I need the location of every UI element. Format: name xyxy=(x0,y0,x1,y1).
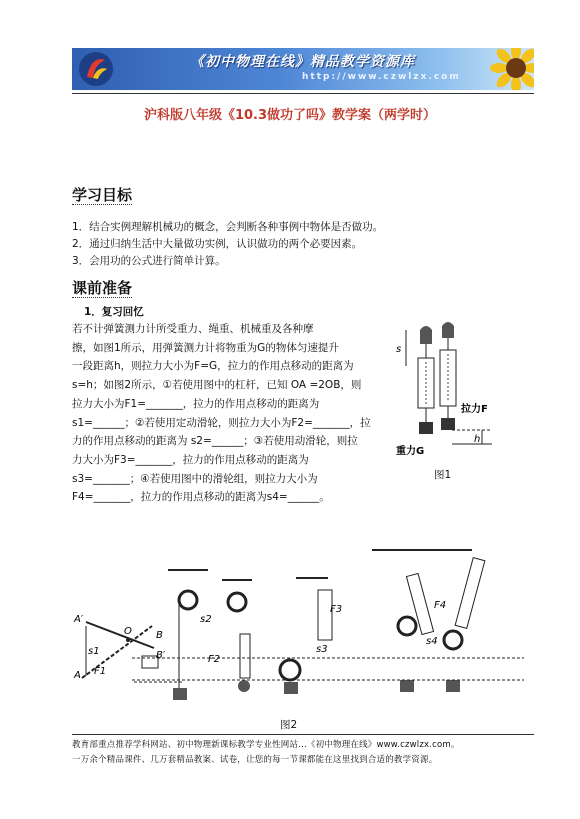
figure2-label: s2 xyxy=(200,614,212,625)
figure-2-caption: 图2 xyxy=(280,719,298,731)
paragraph-line: s1=______；②若使用定动滑轮，则拉力大小为F2=_______，拉 xyxy=(72,416,371,429)
figure2-label: s3 xyxy=(316,644,328,655)
hand-icon xyxy=(420,326,432,344)
figure-2-simple-machines xyxy=(72,530,524,700)
footer-rule xyxy=(72,734,534,735)
paragraph-line: 擦，如图1所示，用弹簧测力计将物重为G的物体匀速提升 xyxy=(72,341,339,354)
figure1-label-s: s xyxy=(396,344,402,355)
site-banner xyxy=(72,48,534,90)
hand-icon xyxy=(442,322,454,338)
figure2-label: B xyxy=(156,630,163,641)
figure1-label-force: 拉力F xyxy=(461,404,488,415)
figure2-label: F3 xyxy=(330,604,343,615)
figure2-label: A′ xyxy=(74,614,84,625)
paragraph-line: F4=_______，拉力的作用点移动的距离为s4=______。 xyxy=(72,491,330,504)
objective-item: 3．会用功的公式进行简单计算。 xyxy=(72,255,226,267)
figure2-label: F4 xyxy=(434,600,447,611)
figure2-label: A xyxy=(74,670,81,681)
banner-url[interactable]: http://www.czwlzx.com xyxy=(302,72,461,82)
weight-block xyxy=(441,418,455,430)
document-title: 沪科版八年级《10.3做功了吗》教学案（两学时） xyxy=(143,108,437,123)
footer-line: 教育部重点推荐学科网站、初中物理新课标教学专业性网站…《初中物理在线》www.czwlzx.com。 xyxy=(72,740,460,750)
figure2-label: s4 xyxy=(426,636,438,647)
paragraph-line: 拉力大小为F1=_______，拉力的作用点移动的距离为 xyxy=(72,397,320,410)
paragraph-line: s=h；如图2所示，①若使用图中的杠杆，已知 OA =2OB，则 xyxy=(72,379,362,392)
site-logo-icon xyxy=(78,51,114,87)
review-paragraph xyxy=(72,320,392,507)
objective-item: 2．通过归纳生活中大量做功实例，认识做功的两个必要因素。 xyxy=(72,238,363,250)
figure-1-spring-scale xyxy=(392,322,502,462)
figure2-label: F1 xyxy=(94,666,107,677)
figure-1-caption: 图1 xyxy=(434,469,452,481)
header-rule xyxy=(72,93,534,94)
weight-block xyxy=(419,422,433,434)
movable-pulley-f3 xyxy=(280,578,332,694)
banner-title: 《初中物理在线》精品教学资源库 xyxy=(190,54,415,70)
figure2-label: B′ xyxy=(156,650,166,661)
paragraph-line: s3=_______；④若使用图中的滑轮组，则拉力大小为 xyxy=(72,472,318,485)
figure2-label: O xyxy=(124,626,132,637)
sunflower-icon xyxy=(484,48,534,90)
section-heading-preparation: 课前准备 xyxy=(72,279,133,297)
paragraph-line: 力大小为F3=_______，拉力的作用点移动的距离为 xyxy=(72,453,309,466)
pulley-block-f4 xyxy=(372,550,485,692)
figure2-label: s1 xyxy=(88,646,100,657)
paragraph-line: 力的作用点移动的距离为 s2=______；③若使用动滑轮，则拉 xyxy=(72,435,358,448)
objective-item: 1．结合实例理解机械功的概念，会判断各种事例中物体是否做功。 xyxy=(72,221,384,233)
figure1-label-gravity: 重力G xyxy=(396,446,425,457)
section-heading-objectives: 学习目标 xyxy=(72,186,133,204)
footer-line: 一万余个精品课件、几万套精品教案、试卷，让您的每一节课都能在这里找到合适的教学资源。 xyxy=(72,755,438,765)
figure1-label-h: h xyxy=(474,434,481,445)
movable-pulley-with-scale xyxy=(222,580,252,692)
paragraph-line: 若不计弹簧测力计所受重力、绳重、机械重及各种摩 xyxy=(72,323,314,335)
subsection-heading: 1．复习回忆 xyxy=(84,306,144,318)
figure2-label: F2 xyxy=(208,654,221,665)
paragraph-line: 一段距离h，则拉力大小为F=G，拉力的作用点移动的距离为 xyxy=(72,360,354,373)
